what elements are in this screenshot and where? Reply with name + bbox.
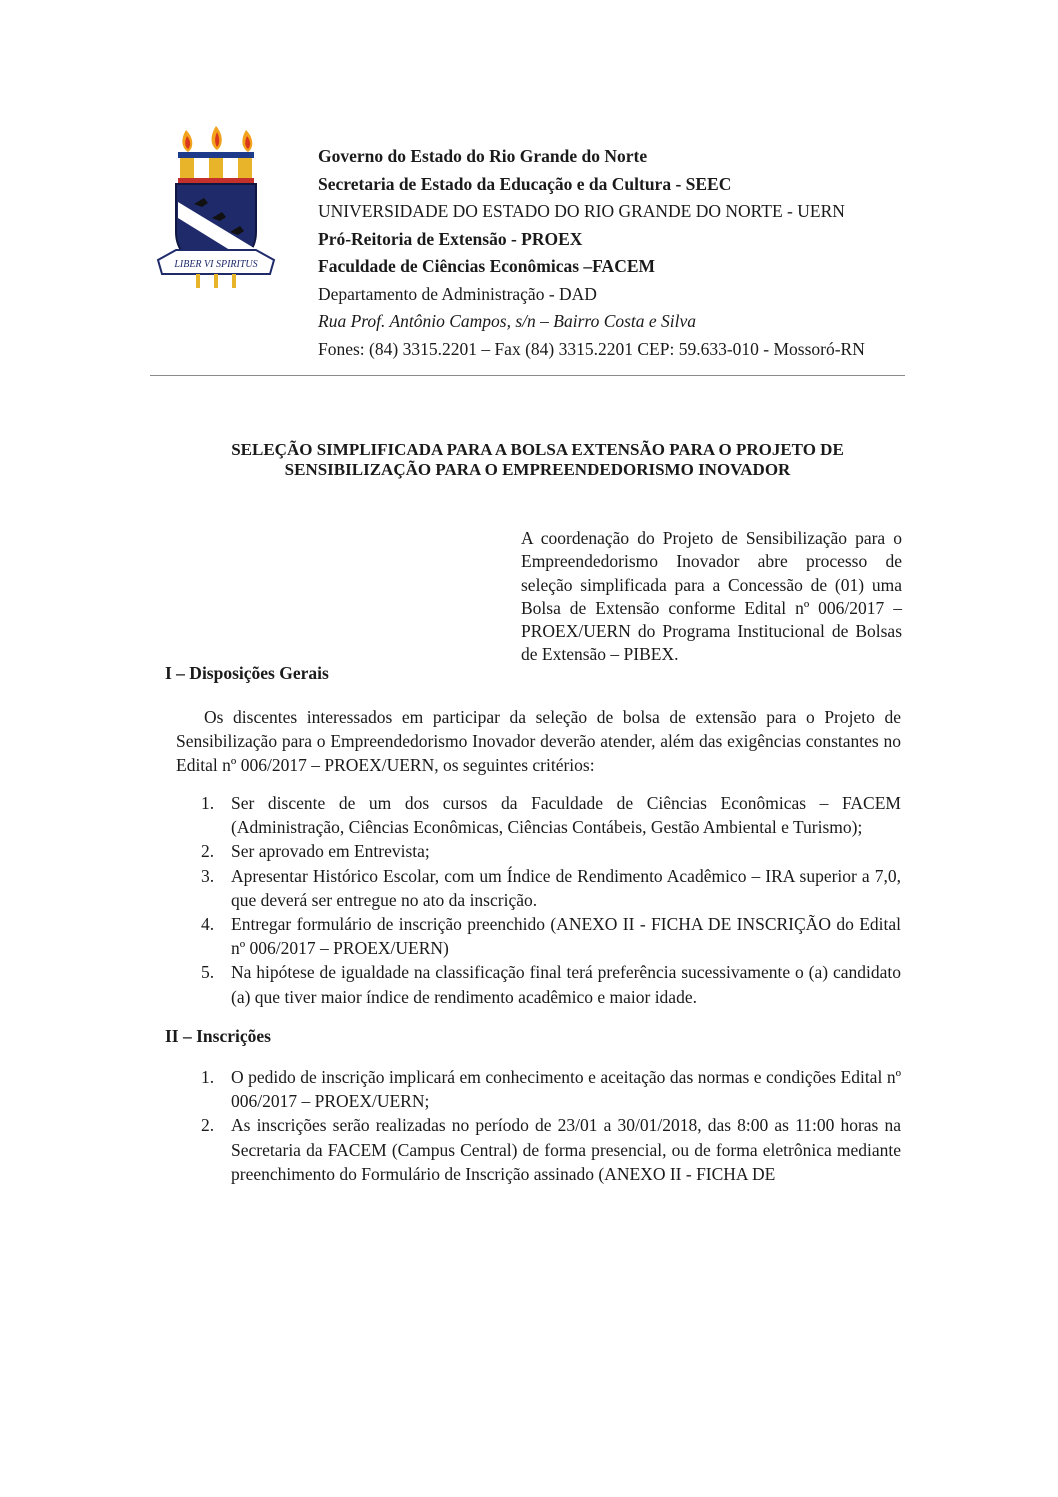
svg-text:LIBER VI SPIRITUS: LIBER VI SPIRITUS — [174, 259, 258, 270]
government-line: Governo do Estado do Rio Grande do Norte — [318, 146, 648, 166]
document-title — [150, 440, 925, 480]
department-line: Departamento de Administração - DAD — [318, 283, 597, 304]
phone-line: Fones: (84) 3315.2201 – Fax (84) 3315.2201 CEP: 59.633-010 - Mossoró-RN — [318, 338, 865, 359]
general-paragraph: Os discentes interessados em participar da seleção de bolsa de extensão para o Projeto de Sensibilização para o Empreendedorismo Inovador deverão atender, além das exigências constantes no Edital nº 006/2017 – PROEX/UERN, os seguintes critérios: — [176, 707, 901, 775]
address-line: Rua Prof. Antônio Campos, s/n – Bairro Costa e Silva — [318, 311, 697, 331]
title-line-1: SELEÇÃO SIMPLIFICADA PARA A BOLSA EXTENSÃO PARA O PROJETO DE — [231, 440, 844, 459]
torch-flames-icon — [182, 126, 252, 152]
list-item: 5. Na hipótese de igualdade na classificação final terá preferência sucessivamente o (a) candidato (a) que tiver maior índice de rendimento acadêmico e maior idade. — [201, 962, 901, 1007]
university-line: UNIVERSIDADE DO ESTADO DO RIO GRANDE DO NORTE - UERN — [318, 201, 845, 221]
pro-rectory-line: Pró-Reitoria de Extensão - PROEX — [318, 228, 583, 249]
section-heading-general: I – Disposições Gerais — [165, 663, 329, 683]
institution-header — [318, 143, 918, 363]
secretariat-line: Secretaria de Estado da Educação e da Cultura - SEEC — [318, 173, 732, 194]
university-crest-logo — [156, 122, 276, 292]
section-heading-registrations: II – Inscrições — [165, 1026, 271, 1046]
list-item: 4. Entregar formulário de inscrição preenchido (ANEXO II - FICHA DE INSCRIÇÃO do Edital nº 006/2017 – PROEX/UERN) — [201, 914, 901, 959]
title-line-2: SENSIBILIZAÇÃO PARA O EMPREENDEDORISMO INOVADOR — [284, 460, 791, 479]
faculty-line: Faculdade de Ciências Econômicas –FACEM — [318, 256, 656, 276]
list-item: 1. O pedido de inscrição implicará em conhecimento e aceitação das normas e condições Edital nº 006/2017 – PROEX/UERN; — [201, 1067, 901, 1112]
list-item: 2. As inscrições serão realizadas no período de 23/01 a 30/01/2018, das 8:00 as 11:00 horas na Secretaria da FACEM (Campus Central) de forma presencial, ou de forma eletrônica mediante preenchimento do Formulário de Inscrição assinado (ANEXO II - FICHA DE — [201, 1115, 901, 1184]
list-item: 1. Ser discente de um dos cursos da Faculdade de Ciências Econômicas – FACEM (Administração, Ciências Econômicas, Ciências Contábeis, Gestão Ambiental e Turismo); — [201, 793, 901, 838]
list-item: 3. Apresentar Histórico Escolar, com um Índice de Rendimento Acadêmico – IRA superior a 7,0, que deverá ser entregue no ato da inscrição. — [201, 865, 901, 910]
list-item: 2. Ser aprovado em Entrevista; — [201, 841, 430, 862]
intro-paragraph: A coordenação do Projeto de Sensibilização para o Empreendedorismo Inovador abre processo de seleção simplificada para a Concessão de (01) uma Bolsa de Extensão conforme Edital nº 006/2017 – PROEX/UERN do Programa Institucional de Bolsas de Extensão – PIBEX. — [521, 528, 902, 665]
header-divider — [150, 375, 905, 376]
registration-list — [201, 1065, 901, 1186]
criteria-list — [201, 791, 901, 1009]
